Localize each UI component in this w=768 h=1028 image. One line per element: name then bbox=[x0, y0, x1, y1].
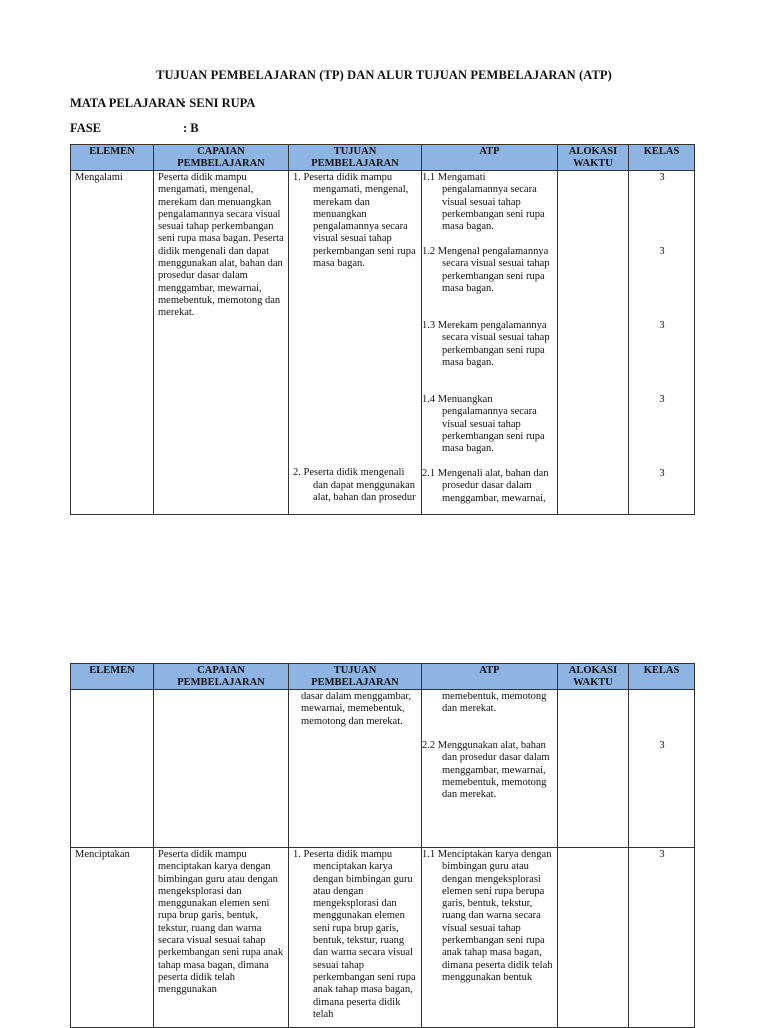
subject-line bbox=[70, 96, 256, 111]
tujuan-item-1: 1. Peserta didik mampu menciptakan karya dengan bimbingan guru atau dengan mengeksplorasi dan menggunakan elemen seni rupa brup garis, bentuk, tekstur, ruang dan warna secara visual sesuai tahap perkembangan seni rupa anak tahap masa bagan, dimana peserta didik telah bbox=[293, 849, 416, 1020]
kelas-value: 3 bbox=[659, 394, 665, 405]
subject-value: : SENI RUPA bbox=[182, 96, 256, 110]
atp-table-page-2 bbox=[70, 663, 695, 1028]
atp-item: 2.1 Mengenali alat, bahan dan prosedur dasar dalam menggambar, mewarnai, bbox=[422, 468, 549, 504]
kelas-value: 3 bbox=[659, 468, 665, 479]
header-capaian: CAPAIAN PEMBELAJARAN bbox=[154, 145, 289, 171]
phase-line bbox=[70, 121, 199, 136]
document-title: TUJUAN PEMBELAJARAN (TP) DAN ALUR TUJUAN PEMBELAJARAN (ATP) bbox=[156, 68, 612, 82]
table-row bbox=[71, 848, 695, 1028]
atp-item: 1.1 Menciptakan karya dengan bimbingan guru atau dengan mengeksplorasi elemen seni rupa berupa garis, bentuk, tekstur, ruang dan warna secara visual sesuai tahap perkembangan seni rupa anak tahap masa bagan, dimana peserta didik telah menggunakan bentuk bbox=[422, 849, 553, 983]
cell-capaian: Peserta didik mampu mengamati, mengenal, merekam dan menuangkan pengalamannya secara visual sesuai tahap perkembangan seni rupa masa bagan. Peserta didik mengenali dan dapat menggunakan alat, bahan dan prosedur dasar dalam menggambar, mewarnai, memebentuk, memotong dan merekat. bbox=[154, 171, 289, 515]
cell-elemen: Mengalami bbox=[71, 171, 154, 515]
cell-elemen bbox=[71, 690, 154, 848]
header-capaian: CAPAIAN PEMBELAJARAN bbox=[154, 664, 289, 690]
subject-label: MATA PELAJARAN bbox=[70, 96, 185, 110]
cell-alokasi bbox=[558, 171, 629, 515]
kelas-value: 3 bbox=[659, 320, 665, 331]
table-row bbox=[71, 171, 695, 515]
cell-kelas bbox=[629, 171, 695, 515]
header-elemen: ELEMEN bbox=[71, 664, 154, 690]
phase-value: : B bbox=[183, 121, 199, 135]
atp-item: 2.2 Menggunakan alat, bahan dan prosedur dasar dalam menggambar, mewarnai, memebentuk, memotong dan merekat. bbox=[422, 740, 550, 801]
header-atp: ATP bbox=[422, 664, 558, 690]
cell-capaian: Peserta didik mampu menciptakan karya dengan bimbingan guru atau dengan mengeksplorasi dan menggunakan elemen seni rupa brup garis, bentuk, tekstur, ruang dan warna secara visual sesuai tahap perkembangan seni rupa anak tahap masa bagan, dimana peserta didik telah menggunakan bbox=[154, 848, 289, 1028]
atp-table-page-1 bbox=[70, 144, 695, 515]
cell-atp bbox=[422, 171, 558, 515]
table-row bbox=[71, 690, 695, 848]
header-atp: ATP bbox=[422, 145, 558, 171]
header-tujuan: TUJUAN PEMBELAJARAN bbox=[289, 145, 422, 171]
cell-alokasi bbox=[558, 848, 629, 1028]
cell-atp bbox=[422, 848, 558, 1028]
header-tujuan: TUJUAN PEMBELAJARAN bbox=[289, 664, 422, 690]
tujuan-item-1: 1. Peserta didik mampu mengamati, mengenal, merekam dan menuangkan pengalamannya secara visual sesuai tahap perkembangan seni rupa masa bagan. bbox=[293, 172, 416, 270]
header-kelas: KELAS bbox=[629, 145, 695, 171]
atp-item: 1.1 Mengamati pengalamannya secara visual sesuai tahap perkembangan seni rupa masa bagan. bbox=[422, 172, 545, 233]
header-alokasi: ALOKASI WAKTU bbox=[558, 145, 629, 171]
cell-tujuan bbox=[289, 171, 422, 515]
cell-alokasi bbox=[558, 690, 629, 848]
cell-tujuan bbox=[289, 848, 422, 1028]
header-kelas: KELAS bbox=[629, 664, 695, 690]
phase-label: FASE bbox=[70, 121, 102, 135]
tujuan-item-2: 2. Peserta didik mengenali dan dapat menggunakan alat, bahan dan prosedur bbox=[293, 467, 416, 503]
cell-atp bbox=[422, 690, 558, 848]
atp-continuation: memebentuk, memotong dan merekat. bbox=[442, 691, 547, 715]
cell-capaian bbox=[154, 690, 289, 848]
kelas-value: 3 bbox=[659, 172, 665, 183]
atp-item: 1.4 Menuangkan pengalamannya secara visual sesuai tahap perkembangan seni rupa masa bagan. bbox=[422, 394, 545, 455]
header-alokasi: ALOKASI WAKTU bbox=[558, 664, 629, 690]
header-elemen: ELEMEN bbox=[71, 145, 154, 171]
atp-item: 1.2 Mengenal pengalamannya secara visual sesuai tahap perkembangan seni rupa masa bagan. bbox=[422, 246, 550, 294]
cell-tujuan: dasar dalam menggambar, mewarnai, memebentuk, memotong dan merekat. bbox=[289, 690, 422, 848]
cell-kelas bbox=[629, 690, 695, 848]
atp-item: 1.3 Merekam pengalamannya secara visual sesuai tahap perkembangan seni rupa masa bagan. bbox=[422, 320, 550, 368]
cell-elemen: Menciptakan bbox=[71, 848, 154, 1028]
kelas-value: 3 bbox=[659, 246, 665, 257]
cell-kelas: 3 bbox=[629, 848, 695, 1028]
kelas-value: 3 bbox=[659, 740, 665, 751]
